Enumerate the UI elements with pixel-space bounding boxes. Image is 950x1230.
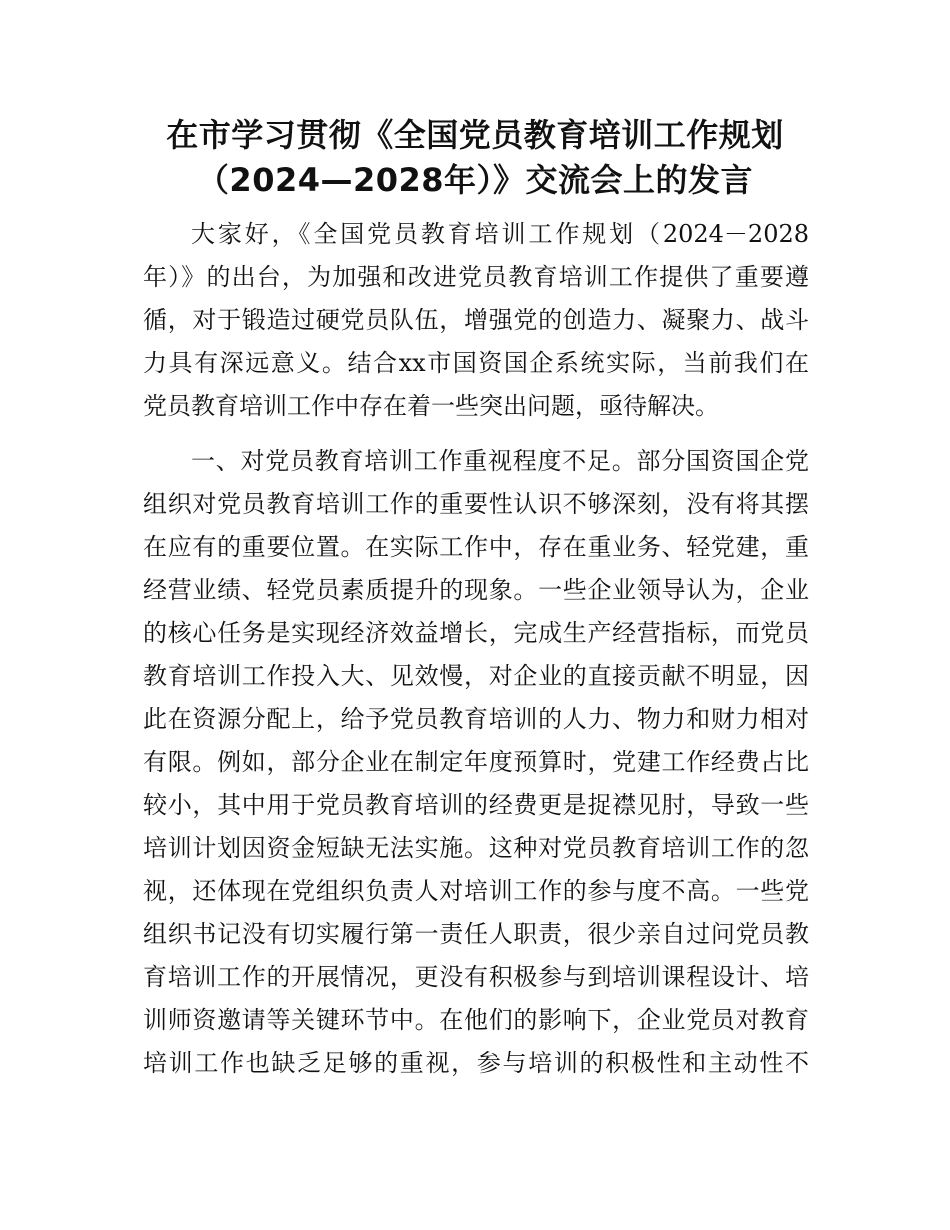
paragraph-2-line: 培训工作也缺乏足够的重视，参与培训的积极性和主动性不 xyxy=(143,1049,809,1077)
paragraph-1-line: 循，对于锻造过硬党员队伍，增强党的创造力、凝聚力、战斗 xyxy=(143,306,809,334)
paragraph-1-line: 年）》的出台，为加强和改进党员教育培训工作提供了重要遵 xyxy=(143,263,809,291)
paragraph-1-line: 党员教育培训工作中存在着一些突出问题，亟待解决。 xyxy=(143,392,719,420)
paragraph-2-line: 教育培训工作投入大、见效慢，对企业的直接贡献不明显，因 xyxy=(143,662,809,690)
paragraph-2-line: 在应有的重要位置。在实际工作中，存在重业务、轻党建，重 xyxy=(143,533,809,561)
paragraph-2-line: 有限。例如，部分企业在制定年度预算时，党建工作经费占比 xyxy=(143,748,809,776)
paragraph-2-line: 较小，其中用于党员教育培训的经费更是捉襟见肘，导致一些 xyxy=(143,791,809,819)
paragraph-2-line: 组织对党员教育培训工作的重要性认识不够深刻，没有将其摆 xyxy=(143,490,809,518)
paragraph-2-line: 视，还体现在党组织负责人对培训工作的参与度不高。一些党 xyxy=(143,877,809,905)
paragraph-2-line: 组织书记没有切实履行第一责任人职责，很少亲自过问党员教 xyxy=(143,920,809,948)
paragraph-1-line: 大家好，《全国党员教育培训工作规划（2024－2028 xyxy=(191,220,809,248)
paragraph-2-line: 经营业绩、轻党员素质提升的现象。一些企业领导认为，企业 xyxy=(143,576,809,604)
paragraph-2-line: 的核心任务是实现经济效益增长，完成生产经营指标，而党员 xyxy=(143,619,809,647)
paragraph-2-line: 此在资源分配上，给予党员教育培训的人力、物力和财力相对 xyxy=(143,705,809,733)
document-title-line-2: （2024—2028年）》交流会上的发言 xyxy=(196,161,754,199)
paragraph-2-line: 培训计划因资金短缺无法实施。这种对党员教育培训工作的忽 xyxy=(143,834,809,862)
paragraph-1-line: 力具有深远意义。结合xx市国资国企系统实际，当前我们在 xyxy=(143,349,809,377)
paragraph-2-line: 一、对党员教育培训工作重视程度不足。部分国资国企党 xyxy=(191,447,809,475)
paragraph-2-line: 育培训工作的开展情况，更没有积极参与到培训课程设计、培 xyxy=(143,963,809,991)
paragraph-2-line: 训师资邀请等关键环节中。在他们的影响下，企业党员对教育 xyxy=(143,1006,809,1034)
document-title-line-1: 在市学习贯彻《全国党员教育培训工作规划 xyxy=(166,116,784,154)
